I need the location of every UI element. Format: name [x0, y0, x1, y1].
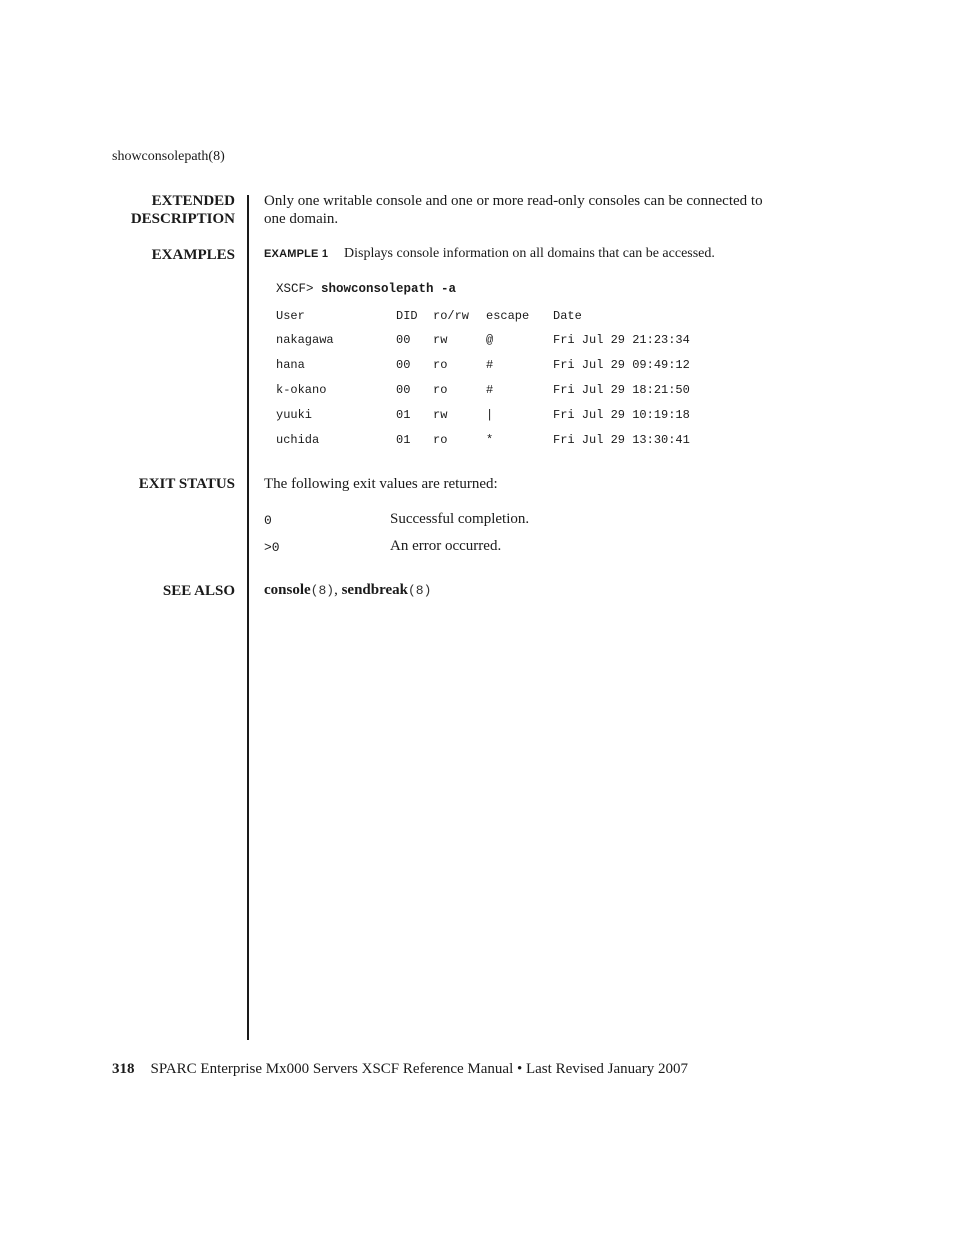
exit-code: 0: [264, 513, 272, 528]
exit-code: >0: [264, 540, 280, 555]
cell-user: nakagawa: [276, 333, 334, 347]
cell-rorw: rw: [433, 408, 448, 422]
exit-code-description: An error occurred.: [390, 538, 502, 554]
command-text: showconsolepath -a: [321, 282, 457, 296]
page-number: 318: [112, 1061, 135, 1077]
cell-escape: @: [486, 333, 494, 347]
see-also-section-1: (8): [310, 583, 335, 598]
footer-title: SPARC Enterprise Mx000 Servers XSCF Reference Manual • Last Revised January 2007: [150, 1061, 689, 1077]
examples-heading: EXAMPLES: [151, 247, 235, 263]
see-also-link-sendbreak[interactable]: sendbreak: [341, 582, 408, 598]
example-1-caption: [264, 246, 715, 262]
cell-did: 00: [396, 333, 411, 347]
cell-did: 01: [396, 433, 411, 447]
command-line: [276, 282, 456, 296]
col-header-escape: escape: [486, 309, 530, 323]
example-tag: EXAMPLE 1: [264, 248, 329, 260]
cell-date: Fri Jul 29 13:30:41: [553, 433, 690, 447]
running-header: showconsolepath(8): [112, 149, 225, 164]
cell-date: Fri Jul 29 21:23:34: [553, 333, 690, 347]
cell-did: 00: [396, 383, 411, 397]
col-header-user: User: [276, 309, 305, 323]
example-description: Displays console information on all domains that can be accessed.: [344, 246, 715, 261]
cell-date: Fri Jul 29 09:49:12: [553, 358, 690, 372]
section-divider-rule: [247, 195, 249, 1040]
cell-user: hana: [276, 358, 305, 372]
see-also-section-2: (8): [408, 583, 432, 598]
extended-description-text: [264, 192, 763, 228]
extended-description-line1: Only one writable console and one or more read-only consoles can be connected to: [264, 193, 763, 209]
cell-user: yuuki: [276, 408, 313, 422]
cell-did: 00: [396, 358, 411, 372]
cell-escape: #: [486, 383, 494, 397]
cell-user: uchida: [276, 433, 320, 447]
cell-rorw: ro: [433, 358, 448, 372]
cell-did: 01: [396, 408, 411, 422]
see-also-link-console[interactable]: console: [264, 582, 311, 598]
cell-rorw: rw: [433, 333, 448, 347]
col-header-did: DID: [396, 309, 418, 323]
col-header-rorw: ro/rw: [433, 309, 470, 323]
col-header-date: Date: [553, 309, 582, 323]
cell-rorw: ro: [433, 383, 448, 397]
page-footer: [112, 1061, 688, 1078]
extended-description-line2: one domain.: [264, 211, 339, 227]
cell-escape: #: [486, 358, 494, 372]
exit-code-description: Successful completion.: [390, 511, 530, 527]
cell-user: k-okano: [276, 383, 327, 397]
extended-description-heading-line2: DESCRIPTION: [130, 211, 235, 227]
see-also-heading: SEE ALSO: [162, 583, 235, 599]
cell-date: Fri Jul 29 18:21:50: [553, 383, 690, 397]
extended-description-heading: [131, 192, 235, 228]
see-also-separator: ,: [334, 582, 342, 598]
exit-status-heading: EXIT STATUS: [138, 476, 235, 492]
exit-status-intro: The following exit values are returned:: [264, 476, 498, 492]
cell-escape: |: [486, 408, 494, 422]
cell-date: Fri Jul 29 10:19:18: [553, 408, 690, 422]
extended-description-heading-line1: EXTENDED: [151, 193, 235, 209]
cell-rorw: ro: [433, 433, 448, 447]
see-also-references: [264, 582, 431, 599]
command-prompt: XSCF>: [276, 282, 322, 296]
cell-escape: *: [486, 433, 494, 447]
